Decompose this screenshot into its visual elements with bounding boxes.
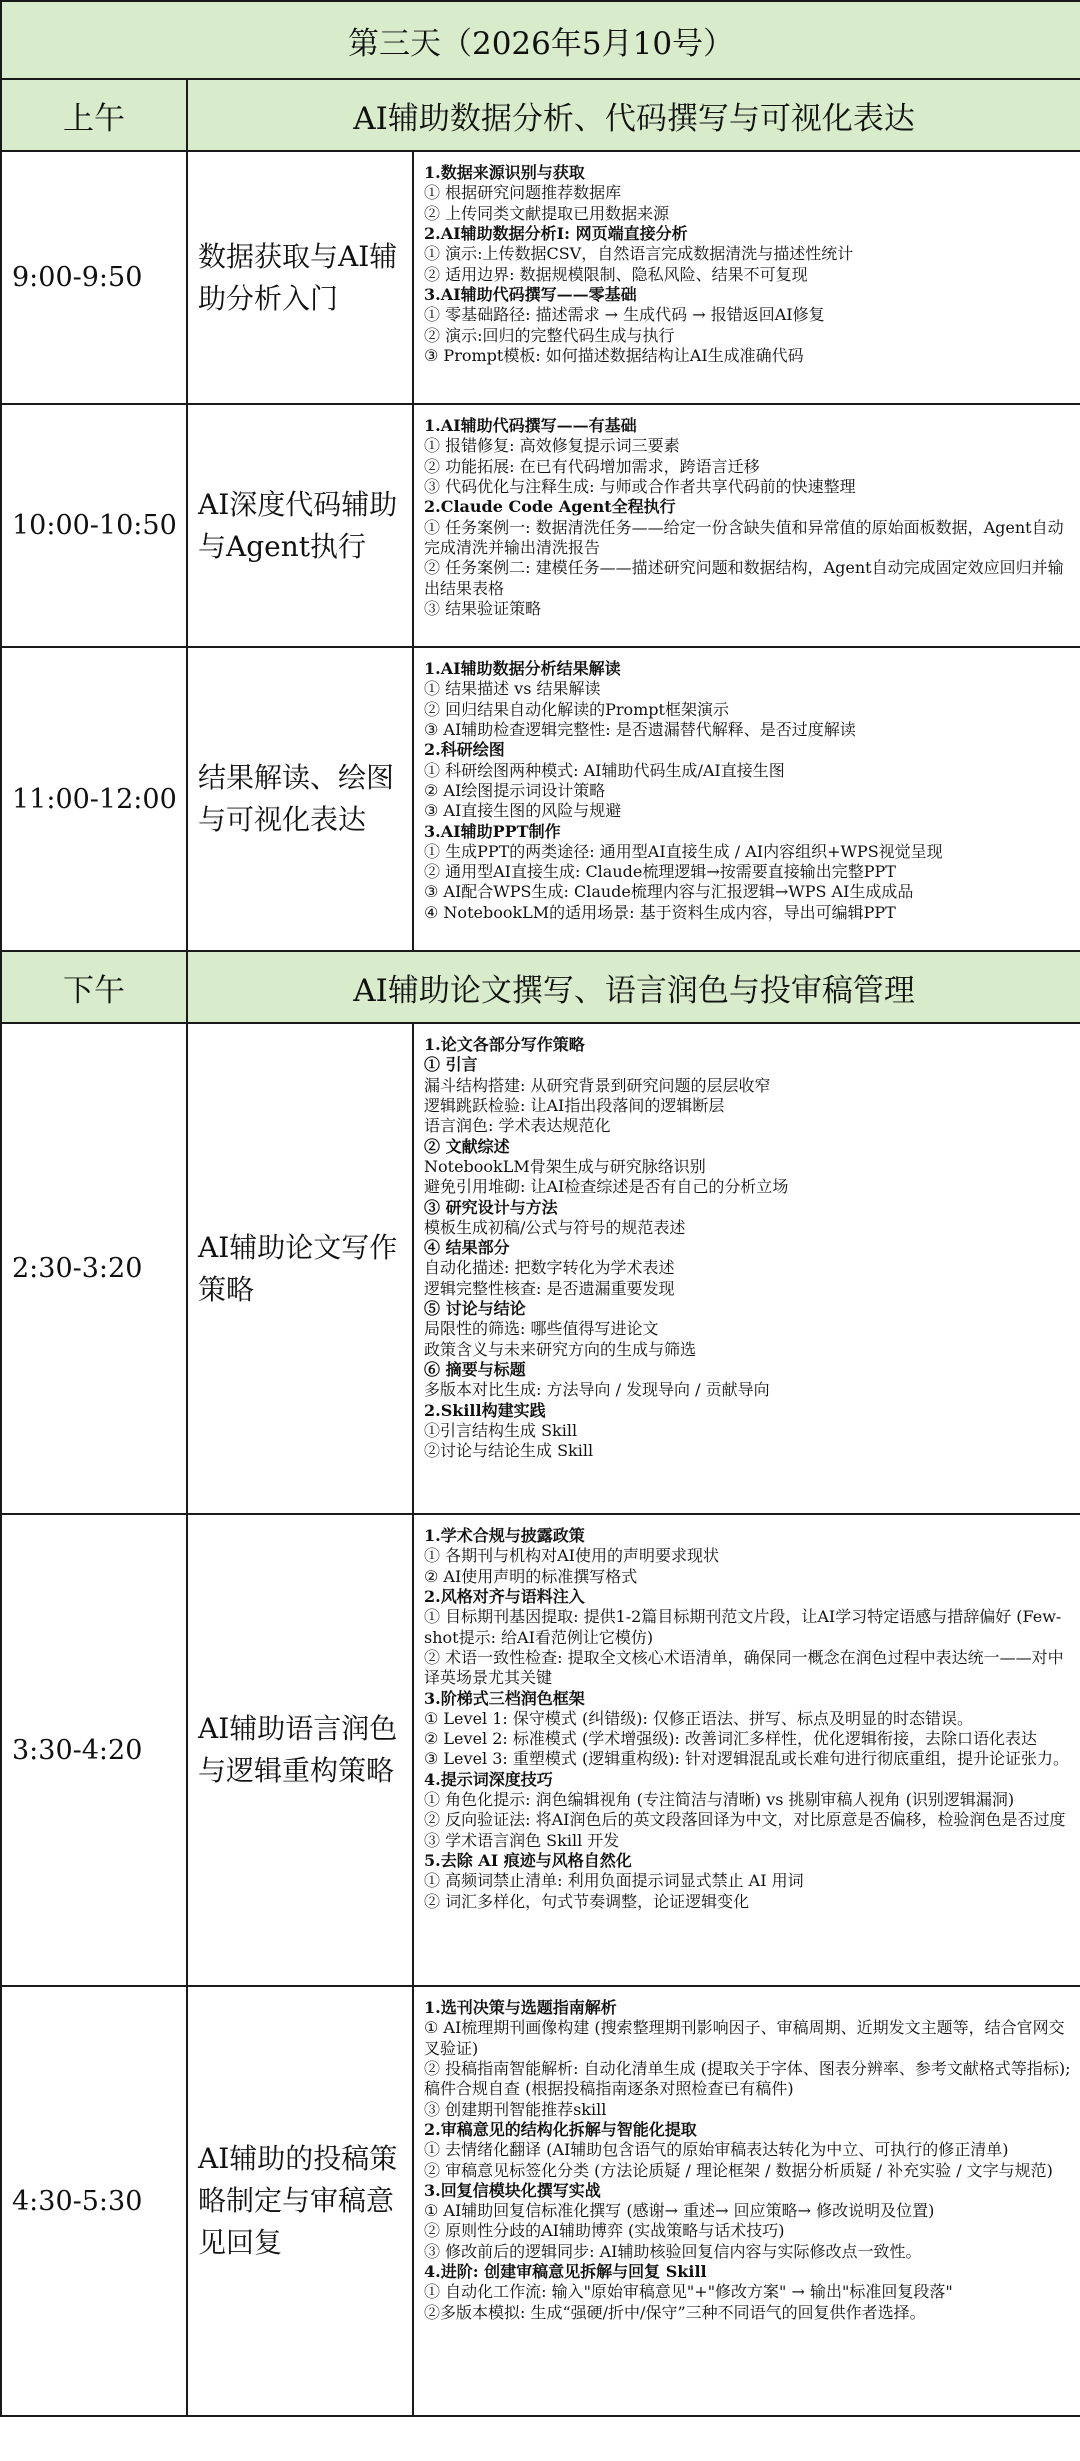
detail-item: ① 结果描述 vs 结果解读 [424,679,601,699]
detail-heading: 2.科研绘图 [424,740,505,760]
detail-item: ① 报错修复: 高效修复提示词三要素 [424,436,680,456]
detail-item: ① 去情绪化翻译 (AI辅助包含语气的原始审稿表达转化为中立、可执行的修正清单) [424,2140,1009,2160]
detail-item: 避免引用堆砌: 让AI检查综述是否有自己的分析立场 [424,1177,789,1197]
session-time: 9:00-9:50 [1,151,187,404]
detail-heading: 1.论文各部分写作策略 [424,1035,585,1054]
detail-item: ① Level 1: 保守模式 (纠错级): 仅修正语法、拼写、标点及明显的时态错误。 [424,1708,973,1728]
detail-item: ② 任务案例二: 建模任务——描述研究问题和数据结构，Agent自动完成固定效应回归并输出结果表格 [424,558,1064,598]
detail-heading: ① 引言 [424,1055,478,1075]
session-topic: AI辅助语言润色与逻辑重构策略 [187,1514,413,1986]
session-row [1,1986,1080,2416]
session-time: 11:00-12:00 [1,647,187,951]
session-time: 3:30-4:20 [1,1514,187,1986]
detail-item: ② 术语一致性检查: 提取全文核心术语清单，确保同一概念在润色过程中表达统一——对中译英场景尤其关键 [424,1647,1064,1688]
detail-item: ①引言结构生成 Skill [424,1420,578,1440]
detail-item: ② AI使用声明的标准撰写格式 [424,1566,638,1586]
detail-heading: ④ 结果部分 [424,1238,510,1258]
detail-heading: 3.AI辅助PPT制作 [424,821,561,841]
detail-heading: 2.AI辅助数据分析I: 网页端直接分析 [424,223,688,243]
detail-item: ① 演示:上传数据CSV，自然语言完成数据清洗与描述性统计 [424,244,854,264]
session-time: 10:00-10:50 [1,404,187,647]
detail-item: ① 各期刊与机构对AI使用的声明要求现状 [424,1546,719,1566]
detail-item: ② 演示:回归的完整代码生成与执行 [424,325,675,345]
section-period: 下午 [1,951,187,1023]
session-details [413,1514,1080,1986]
detail-item: 逻辑跳跃检验: 让AI指出段落间的逻辑断层 [424,1095,725,1115]
detail-item: ② 投稿指南智能解析: 自动化清单生成 (提取关于字体、图表分辨率、参考文献格式等指标); 稿件合规自查 (根据投稿指南逐条对照检查已有稿件) [424,2058,1071,2099]
detail-item: ② Level 2: 标准模式 (学术增强级): 改善词汇多样性，优化逻辑衔接，去除口语化表达 [424,1729,1037,1749]
detail-heading: 1.学术合规与披露政策 [424,1526,585,1545]
section-header-row [1,79,1080,151]
detail-item: ② 原则性分歧的AI辅助博弈 (实战策略与话术技巧) [424,2221,785,2241]
detail-heading: 1.AI辅助数据分析结果解读 [424,659,621,678]
detail-item: ③ 修改前后的逻辑同步: AI辅助核验回复信内容与实际修改点一致性。 [424,2241,922,2261]
session-row [1,151,1080,404]
detail-item: ① 根据研究问题推荐数据库 [424,183,622,203]
session-topic: AI辅助论文写作策略 [187,1023,413,1514]
detail-item: ③ 代码优化与注释生成: 与师或合作者共享代码前的快速整理 [424,476,856,496]
session-row [1,1023,1080,1514]
detail-item: ① 角色化提示: 润色编辑视角 (专注简洁与清晰) vs 挑剔审稿人视角 (识别逻辑漏洞) [424,1790,1015,1810]
detail-item: 政策含义与未来研究方向的生成与筛选 [424,1339,697,1359]
detail-heading: 3.回复信模块化撰写实战 [424,2180,601,2200]
detail-item: ③ AI直接生图的风险与规避 [424,801,622,821]
session-time: 4:30-5:30 [1,1986,187,2416]
section-title: AI辅助数据分析、代码撰写与可视化表达 [187,79,1080,151]
detail-heading: ③ 研究设计与方法 [424,1197,558,1217]
session-details [413,404,1080,647]
detail-item: ③ AI辅助检查逻辑完整性: 是否遗漏替代解释、是否过度解读 [424,719,856,739]
detail-heading: 1.数据来源识别与获取 [424,163,585,182]
session-topic: AI深度代码辅助与Agent执行 [187,404,413,647]
detail-heading: 1.AI辅助代码撰写——有基础 [424,416,637,435]
detail-item: ① 高频词禁止清单: 利用负面提示词显式禁止 AI 用词 [424,1871,804,1891]
detail-item: ③ Level 3: 重塑模式 (逻辑重构级): 针对逻辑混乱或长难句进行彻底重组，提升论证张力。 [424,1749,1069,1769]
detail-item: ③ 学术语言润色 Skill 开发 [424,1830,620,1850]
section-header-row [1,951,1080,1023]
detail-item: ③ 结果验证策略 [424,598,542,618]
detail-item: ① 科研绘图两种模式: AI辅助代码生成/AI直接生图 [424,760,785,780]
detail-heading: 2.审稿意见的结构化拆解与智能化提取 [424,2119,697,2139]
day-title: 第三天（2026年5月10号） [1,1,1080,79]
detail-item: ②讨论与结论生成 Skill [424,1441,594,1461]
detail-heading: ② 文献综述 [424,1136,510,1156]
detail-item: ② 功能拓展: 在已有代码增加需求，跨语言迁移 [424,456,760,476]
detail-item: ③ AI配合WPS生成: Claude梳理内容与汇报逻辑→WPS AI生成成品 [424,882,914,902]
detail-item: ② 上传同类文献提取已用数据来源 [424,203,670,223]
session-details [413,647,1080,951]
detail-item: 多版本对比生成: 方法导向 / 发现导向 / 贡献导向 [424,1380,770,1400]
detail-item: ② 适用边界: 数据规模限制、隐私风险、结果不可复现 [424,264,808,284]
detail-item: ② 词汇多样化，句式节奏调整，论证逻辑变化 [424,1891,750,1911]
session-row [1,1514,1080,1986]
detail-item: 漏斗结构搭建: 从研究背景到研究问题的层层收窄 [424,1075,771,1095]
session-topic: AI辅助的投稿策略制定与审稿意见回复 [187,1986,413,2416]
detail-heading: 3.阶梯式三档润色框架 [424,1688,585,1708]
detail-item: ② 通用型AI直接生成: Claude梳理逻辑→按需要直接输出完整PPT [424,862,896,882]
session-row [1,647,1080,951]
detail-heading: 4.进阶: 创建审稿意见拆解与回复 Skill [424,2262,707,2282]
detail-item: ① 目标期刊基因提取: 提供1-2篇目标期刊范文片段，让AI学习特定语感与措辞偏好 (Few-shot提示: 给AI看范例让它模仿) [424,1607,1062,1647]
detail-item: ① AI辅助回复信标准化撰写 (感谢→ 重述→ 回应策略→ 修改说明及位置) [424,2201,935,2221]
detail-item: ④ NotebookLM的适用场景: 基于资料生成内容，导出可编辑PPT [424,902,896,922]
detail-heading: 3.AI辅助代码撰写——零基础 [424,284,637,304]
detail-item: ② AI绘图提示词设计策略 [424,780,606,800]
section-title: AI辅助论文撰写、语言润色与投审稿管理 [187,951,1080,1023]
detail-item: 自动化描述: 把数字转化为学术表述 [424,1258,675,1278]
session-details [413,151,1080,404]
detail-item: ③ Prompt模板: 如何描述数据结构让AI生成准确代码 [424,345,804,365]
session-details [413,1023,1080,1514]
detail-heading: ⑥ 摘要与标题 [424,1360,526,1379]
detail-heading: ⑤ 讨论与结论 [424,1299,526,1319]
detail-heading: 5.去除 AI 痕迹与风格自然化 [424,1851,632,1870]
detail-item: 局限性的筛选: 哪些值得写进论文 [424,1319,659,1339]
session-time: 2:30-3:20 [1,1023,187,1514]
detail-item: ③ 创建期刊智能推荐skill [424,2099,607,2119]
schedule-body [1,1,1080,2416]
detail-heading: 2.Skill构建实践 [424,1400,546,1420]
detail-item: ① 零基础路径: 描述需求 → 生成代码 → 报错返回AI修复 [424,305,825,325]
detail-heading: 4.提示词深度技巧 [424,1769,553,1789]
detail-heading: 2.Claude Code Agent全程执行 [424,497,676,517]
detail-item: ① 任务案例一: 数据清洗任务——给定一份含缺失值和异常值的原始面板数据，Agent自动完成清洗并输出清洗报告 [424,517,1064,557]
session-topic: 数据获取与AI辅助分析入门 [187,151,413,404]
detail-item: ① 自动化工作流: 输入"原始审稿意见"+"修改方案" → 输出"标准回复段落" [424,2282,953,2302]
detail-item: ② 反向验证法: 将AI润色后的英文段落回译为中文，对比原意是否偏移，检验润色是否过度 [424,1810,1066,1830]
detail-item: ② 审稿意见标签化分类 (方法论质疑 / 理论框架 / 数据分析质疑 / 补充实验 / 文字与规范) [424,2160,1053,2180]
detail-item: ② 回归结果自动化解读的Prompt框架演示 [424,699,729,719]
detail-heading: 1.选刊决策与选题指南解析 [424,1998,617,2017]
session-details [413,1986,1080,2416]
detail-item: 模板生成初稿/公式与符号的规范表述 [424,1217,686,1237]
detail-item: ① 生成PPT的两类途径: 通用型AI直接生成 / AI内容组织+WPS视觉呈现 [424,841,943,861]
detail-item: ① AI梳理期刊画像构建 (搜索整理期刊影响因子、审稿周期、近期发文主题等，结合官网交叉验证) [424,2018,1065,2058]
detail-item: NotebookLM骨架生成与研究脉络识别 [424,1156,706,1176]
detail-item: ②多版本模拟: 生成“强硬/折中/保守”三种不同语气的回复供作者选择。 [424,2302,926,2322]
session-row [1,404,1080,647]
detail-heading: 2.风格对齐与语料注入 [424,1586,585,1606]
detail-item: 语言润色: 学术表达规范化 [424,1116,611,1136]
detail-item: 逻辑完整性核查: 是否遗漏重要发现 [424,1278,675,1298]
day-header-row [1,1,1080,79]
section-period: 上午 [1,79,187,151]
session-topic: 结果解读、绘图与可视化表达 [187,647,413,951]
